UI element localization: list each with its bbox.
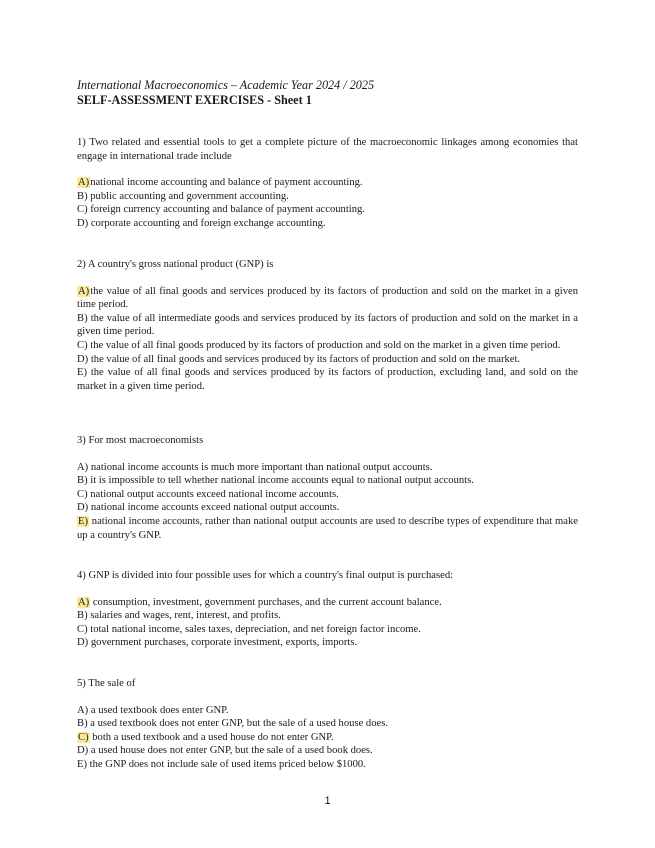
answer-text: a used textbook does not enter GNP, but the sale of a used house does. xyxy=(90,718,388,730)
answer-options xyxy=(77,285,578,394)
answer-letter: B) xyxy=(77,610,88,622)
answer-text: the value of all final goods and services produced by its factors of production, excluding land, and sold on the market in a given time period. xyxy=(77,367,578,392)
answer-option xyxy=(77,717,578,731)
answer-option xyxy=(77,190,578,204)
answer-option xyxy=(77,731,578,745)
course-title: International Macroeconomics – Academic Year 2024 / 2025 xyxy=(77,78,375,92)
answer-option xyxy=(77,285,578,312)
answer-letter: D) xyxy=(77,353,89,365)
answer-text: public accounting and government accounting. xyxy=(90,190,289,202)
answer-option xyxy=(77,501,578,515)
answer-letter: C) xyxy=(77,623,88,635)
answer-letter: D) xyxy=(77,745,89,757)
answer-option xyxy=(77,353,578,367)
question-2 xyxy=(77,258,578,393)
answer-options xyxy=(77,704,578,772)
answer-options xyxy=(77,461,578,543)
answer-text: government purchases, corporate investment, exports, imports. xyxy=(90,637,358,649)
answer-text: national income accounts exceed national output accounts. xyxy=(90,502,340,514)
answer-letter: A) xyxy=(78,596,90,608)
answer-option xyxy=(77,339,578,353)
document-header xyxy=(77,78,579,108)
answer-option xyxy=(77,609,578,623)
answer-letter: B) xyxy=(77,190,88,202)
answer-text: national output accounts exceed national income accounts. xyxy=(90,488,339,500)
question-stem: 2) A country's gross national product (GNP) is xyxy=(77,259,274,270)
answer-option xyxy=(77,515,578,542)
answer-text: salaries and wages, rent, interest, and profits. xyxy=(90,610,281,622)
page-number: 1 xyxy=(324,795,331,807)
answer-letter: C) xyxy=(77,204,88,216)
answer-letter: E) xyxy=(77,758,87,770)
answer-text: the value of all final goods and services produced by its factors of production and sold on the market in a given time period. xyxy=(77,285,578,311)
answer-option xyxy=(77,203,578,217)
answer-options xyxy=(77,176,578,230)
answer-letter: D) xyxy=(77,502,89,514)
answer-option xyxy=(77,217,578,231)
answer-letter: E) xyxy=(78,515,88,527)
question-stem: 3) For most macroeconomists xyxy=(77,435,204,446)
answer-letter: A) xyxy=(78,177,90,189)
answer-option xyxy=(77,636,578,650)
question-stem: 4) GNP is divided into four possible uses for which a country's final output is purchased: xyxy=(77,570,454,581)
question-4 xyxy=(77,569,578,650)
answer-options xyxy=(77,596,578,650)
answer-option xyxy=(77,744,578,758)
answer-letter: B) xyxy=(77,312,88,324)
answer-text: foreign currency accounting and balance of payment accounting. xyxy=(90,204,365,216)
answer-letter: A) xyxy=(78,285,90,297)
answer-letter: A) xyxy=(77,704,89,716)
sheet-title: SELF-ASSESSMENT EXERCISES - Sheet 1 xyxy=(77,93,312,107)
answer-text: national income accounting and balance of payment accounting. xyxy=(90,177,363,189)
answer-text: the value of all intermediate goods and services produced by its factors of production and sold on the market in a given time period. xyxy=(77,312,579,338)
answer-letter: E) xyxy=(77,367,87,379)
answer-text: a used textbook does enter GNP. xyxy=(90,704,229,716)
answer-option xyxy=(77,596,578,610)
answer-option xyxy=(77,623,578,637)
answer-text: the GNP does not include sale of used items priced below $1000. xyxy=(89,758,366,770)
answer-text: the value of all final goods and services produced by its factors of production and sold on the market. xyxy=(90,353,521,365)
answer-letter: B) xyxy=(77,475,88,487)
question-3 xyxy=(77,434,578,542)
answer-text: the value of all final goods produced by its factors of production and sold on the market in a given time period. xyxy=(90,339,561,351)
answer-letter: C) xyxy=(77,488,88,500)
answer-option xyxy=(77,312,578,339)
answer-option xyxy=(77,758,578,772)
answer-letter: C) xyxy=(77,339,88,351)
question-1 xyxy=(77,136,578,231)
question-stem: 1) Two related and essential tools to get a complete picture of the macroeconomic linkages among economies that engage in international trade include xyxy=(77,137,578,162)
answer-letter: D) xyxy=(77,637,89,649)
answer-option xyxy=(77,704,578,718)
question-5 xyxy=(77,677,578,772)
answer-letter: C) xyxy=(78,731,89,743)
answer-text: national income accounts, rather than national output accounts are used to describe types of expenditure that make up a country's GNP. xyxy=(77,515,578,541)
answer-letter: D) xyxy=(77,217,89,229)
answer-text: it is impossible to tell whether national income accounts equal to national output accounts. xyxy=(90,475,474,487)
answer-text: national income accounts is much more important than national output accounts. xyxy=(90,461,433,473)
answer-letter: B) xyxy=(77,718,88,730)
answer-letter: A) xyxy=(77,461,89,473)
answer-option xyxy=(77,176,578,190)
question-stem: 5) The sale of xyxy=(77,678,136,689)
answer-text: total national income, sales taxes, depreciation, and net foreign factor income. xyxy=(90,623,421,635)
answer-option xyxy=(77,366,578,393)
answer-text: a used house does not enter GNP, but the sale of a used book does. xyxy=(90,745,373,757)
answer-option xyxy=(77,474,578,488)
answer-option xyxy=(77,488,578,502)
answer-text: both a used textbook and a used house do not enter GNP. xyxy=(92,731,334,743)
answer-option xyxy=(77,461,578,475)
answer-text: consumption, investment, government purchases, and the current account balance. xyxy=(92,596,442,608)
answer-text: corporate accounting and foreign exchange accounting. xyxy=(90,217,326,229)
